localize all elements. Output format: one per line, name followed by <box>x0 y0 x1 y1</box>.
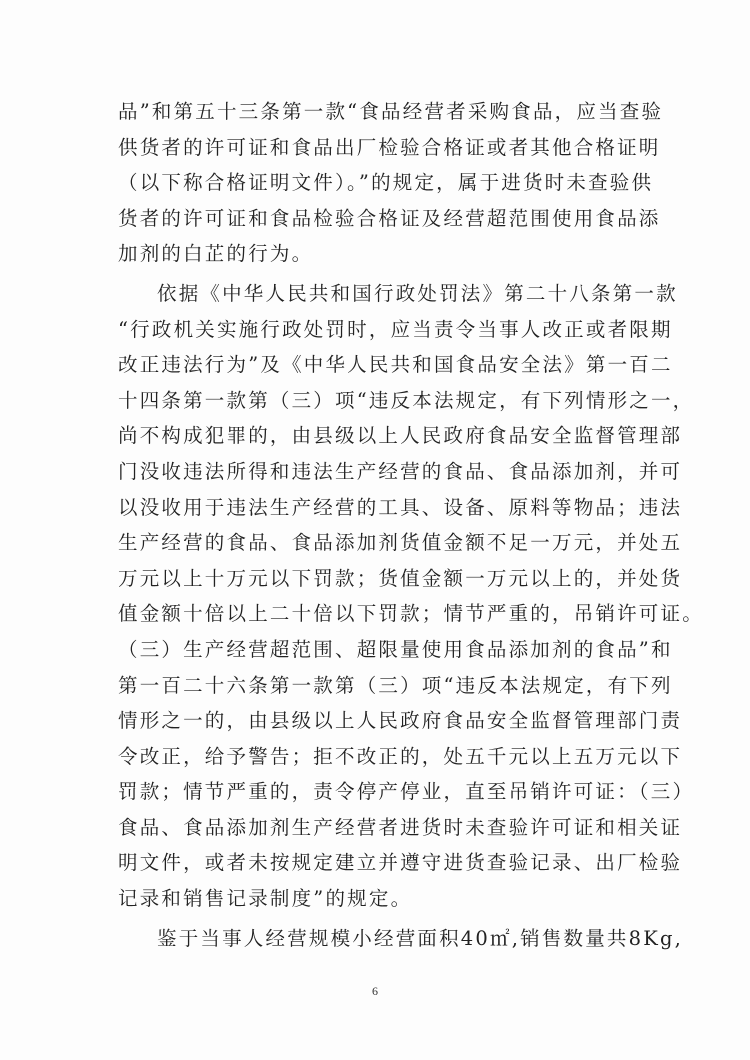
text-line: 十四条第一款第（三）项“违反本法规定，有下列情形之一， <box>118 388 695 412</box>
text-line: （以下称合格证明文件）。”的规定，属于进货时未查验供 <box>118 171 654 195</box>
paragraph-1 <box>118 94 664 272</box>
text-line: 值金额十倍以上二十倍以下罚款；情节严重的，吊销许可证。 <box>118 602 704 626</box>
text-line: 鉴于当事人经营规模小经营面积40㎡,销售数量共8Kg, <box>157 926 684 950</box>
text-line: 第一百二十六条第一款第（三）项“违反本法规定，有下列 <box>118 673 673 697</box>
text-line: 尚不构成犯罪的，由县级以上人民政府食品安全监督管理部 <box>118 424 683 448</box>
text-line: （三）生产经营超范围、超限量使用食品添加剂的食品”和 <box>118 637 673 661</box>
text-line: 供货者的许可证和食品出厂检验合格证或者其他合格证明 <box>118 135 661 159</box>
document-body <box>118 94 704 956</box>
text-line: 生产经营的食品、食品添加剂货值金额不足一万元，并处五 <box>118 531 683 555</box>
text-line: “行政机关实施行政处罚时，应当责令当事人改正或者限期 <box>118 317 673 341</box>
text-line: 改正违法行为”及《中华人民共和国食品安全法》第一百二 <box>118 353 673 377</box>
text-line: 记录和销售记录制度”的规定。 <box>118 887 413 911</box>
paragraph-2 <box>118 276 704 917</box>
text-line: 万元以上十万元以下罚款；货值金额一万元以上的，并处货 <box>118 566 683 590</box>
text-line: 明文件，或者未按规定建立并遵守进货查验记录、出厂检验 <box>118 851 683 875</box>
text-line: 依据《中华人民共和国行政处罚法》第二十八条第一款 <box>157 281 678 305</box>
text-line: 令改正，给予警告；拒不改正的，处五千元以上五万元以下 <box>118 744 683 768</box>
text-line: 罚款；情节严重的，责令停产停业，直至吊销许可证：（三） <box>118 780 695 804</box>
text-line: 情形之一的，由县级以上人民政府食品安全监督管理部门责 <box>118 709 683 733</box>
paragraph-3 <box>118 921 684 957</box>
text-line: 货者的许可证和食品检验合格证及经营超范围使用食品添 <box>118 206 661 230</box>
text-line: 品”和第五十三条第一款“食品经营者采购食品，应当查验 <box>118 100 664 123</box>
text-line: 以没收用于违法生产经营的工具、设备、原料等物品；违法 <box>118 495 683 519</box>
text-line: 食品、食品添加剂生产经营者进货时未查验许可证和相关证 <box>118 815 683 839</box>
text-line: 加剂的白芷的行为。 <box>118 242 314 266</box>
text-line: 门没收违法所得和违法生产经营的食品、食品添加剂，并可 <box>118 459 683 483</box>
page-number: 6 <box>372 984 378 998</box>
